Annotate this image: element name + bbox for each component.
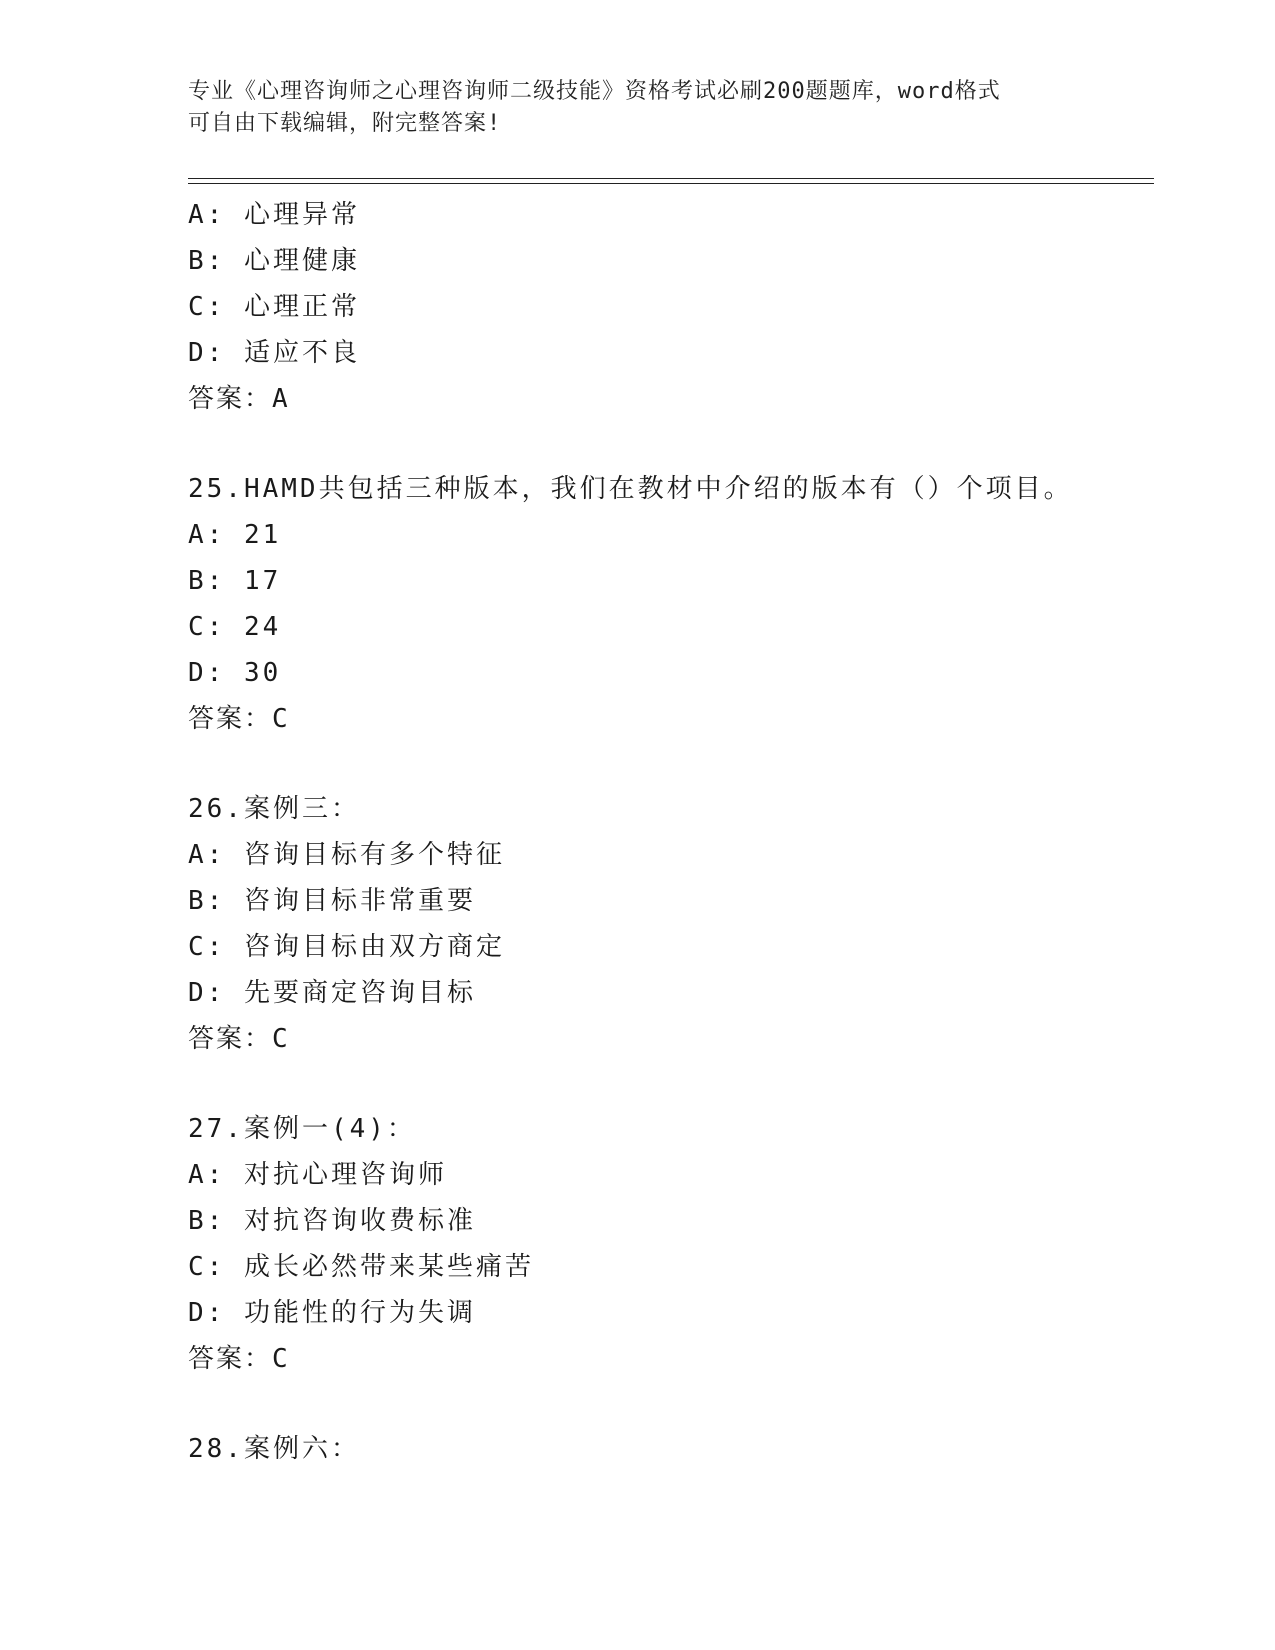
option-b: B: 17: [188, 566, 282, 596]
spacer: [188, 1382, 1154, 1426]
question-24: [188, 192, 1154, 422]
document-header: [188, 76, 1078, 140]
answer: 答案：C: [188, 1024, 290, 1054]
option-b: B: 对抗咨询收费标准: [188, 1206, 476, 1236]
answer: 答案：A: [188, 384, 290, 414]
question-title: 26.案例三：: [188, 794, 360, 824]
question-title: 27.案例一(4)：: [188, 1114, 416, 1144]
option-b: B: 咨询目标非常重要: [188, 886, 476, 916]
header-rule-bottom: [188, 183, 1154, 184]
option-a: A: 心理异常: [188, 200, 360, 230]
option-c: C: 24: [188, 612, 282, 642]
option-a: A: 咨询目标有多个特征: [188, 840, 505, 870]
header-line-2: 可自由下载编辑，附完整答案!: [188, 111, 502, 136]
option-d: D: 适应不良: [188, 338, 360, 368]
option-a: A: 对抗心理咨询师: [188, 1160, 447, 1190]
question-28: [188, 1426, 1154, 1472]
option-b: B: 心理健康: [188, 246, 360, 276]
option-d: D: 先要商定咨询目标: [188, 978, 476, 1008]
option-d: D: 30: [188, 658, 282, 688]
answer: 答案：C: [188, 1344, 290, 1374]
question-25: [188, 466, 1154, 742]
question-title: 28.案例六：: [188, 1434, 360, 1464]
option-a: A: 21: [188, 520, 282, 550]
option-c: C: 咨询目标由双方商定: [188, 932, 505, 962]
question-title: 25.HAMD共包括三种版本，我们在教材中介绍的版本有（）个项目。: [188, 474, 1073, 504]
option-c: C: 成长必然带来某些痛苦: [188, 1252, 534, 1282]
header-rule-top: [188, 178, 1154, 179]
spacer: [188, 742, 1154, 786]
header-line-1: 专业《心理咨询师之心理咨询师二级技能》资格考试必刷200题题库，word格式: [188, 79, 1001, 104]
answer: 答案：C: [188, 704, 290, 734]
spacer: [188, 422, 1154, 466]
option-d: D: 功能性的行为失调: [188, 1298, 476, 1328]
question-26: [188, 786, 1154, 1062]
question-list: [188, 192, 1154, 1472]
spacer: [188, 1062, 1154, 1106]
option-c: C: 心理正常: [188, 292, 360, 322]
question-27: [188, 1106, 1154, 1382]
